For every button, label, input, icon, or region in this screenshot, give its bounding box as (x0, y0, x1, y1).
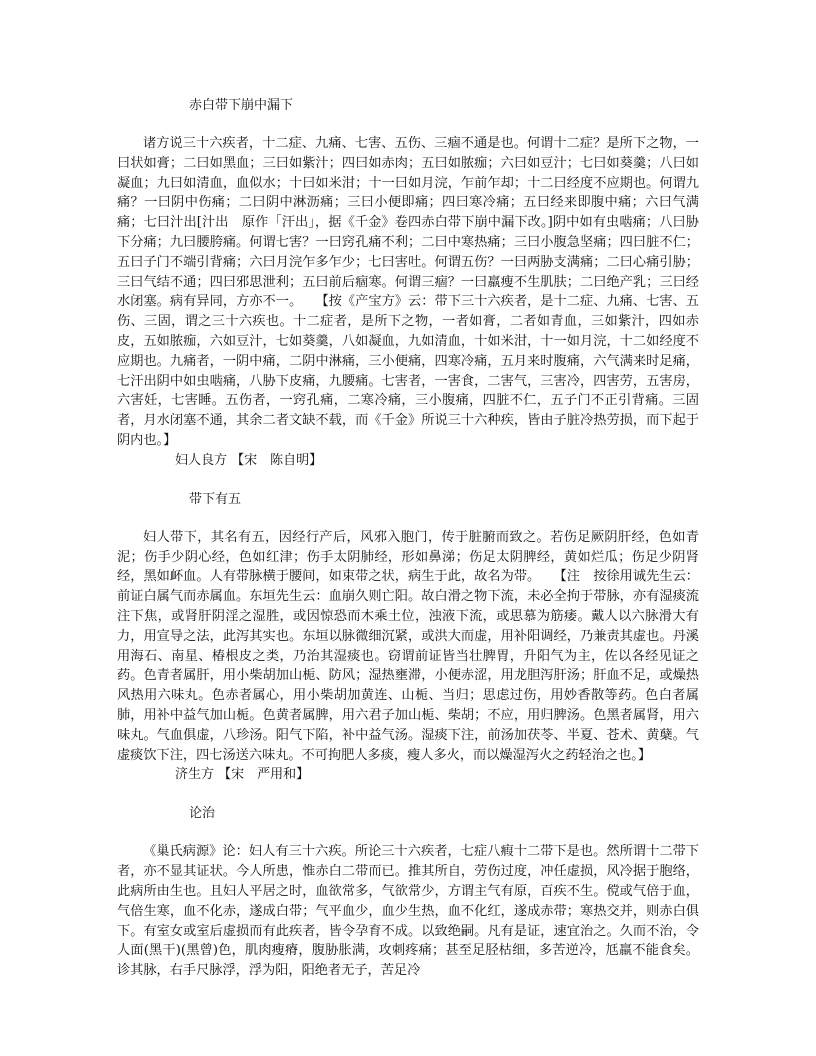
section-title: 带下有五 (189, 491, 242, 507)
body-paragraph: 妇人带下，其名有五，因经行产后，风邪入胞门，传于脏腑而致之。若伤足厥阴肝经，色如青泥；伤手少阴心经，色如红津；伤手太阴肺经，形如鼻涕；伤足太阴脾经，黄如烂瓜；伤足少阴肾经，黑如衃血。人有带脉横于腰间，如束带之状，病生于此，故名为带。 【注 按徐用诚先生云：前证白属气而赤属血。东垣先生云：血崩久则亡阳。故白滑之物下流，未必全拘于带脉，亦有湿痰流注下焦，或肾肝阴淫之湿胜，或因惊恐而木乘土位，浊液下流，或思慕为筋痿。戴人以六脉滑大有力，用宣导之法，此泻其实也。东垣以脉微细沉紧，或洪大而虚，用补阳调经，乃兼责其虚也。丹溪用海石、南星、椿根皮之类，乃治其湿痰也。窃谓前证皆当壮脾胃，升阳气为主，佐以各经见证之药。色青者属肝，用小柴胡加山栀、防风；湿热壅滞，小便赤涩，用龙胆泻肝汤；肝血不足，或燥热风热用六味丸。色赤者属心，用小柴胡加黄连、山栀、当归；思虑过伤，用妙香散等药。色白者属肺，用补中益气加山栀。色黄者属脾，用六君子加山栀、柴胡；不应，用归脾汤。色黑者属肾，用六味丸。气血俱虚，八珍汤。阳气下陷，补中益气汤。湿痰下注，前汤加茯苓、半夏、苍术、黄蘖。气虚痰饮下注，四七汤送六味丸。不可拘肥人多痰，瘦人多火，而以燥湿泻火之药轻治之也。】 (117, 529, 699, 763)
section-title: 赤白带下崩中漏下 (189, 98, 294, 113)
document-page (117, 96, 699, 981)
body-paragraph: 《巢氏病源》论：妇人有三十六疾。所论三十六疾者，七症八瘕十二带下是也。然所谓十二带下者，亦不显其证状。今人所患，惟赤白二带而已。推其所自，劳伤过度，冲任虚损，风冷据于胞络，此病所由生也。且妇人平居之时，血欲常多，气欲常少，方谓主气有原，百疾不生。傥或气倍于血，气倍生寒，血不化赤，遂成白带；气平血少，血少生热，血不化红，遂成赤带；寒热交并，则赤白俱下。有室女或室后虚损而有此疾者，皆令孕育不成。以致绝嗣。凡有是证，速宜治之。久而不治，令人面(黑干)(黑曾)色，肌肉瘦瘠，腹胁胀满，攻刺疼痛；甚至足胫枯细，多苦逆冷，尪羸不能食矣。诊其脉，右手尺脉浮，浮为阳，阳绝者无子，苦足冷 (117, 844, 699, 979)
source-attribution: 妇人良方 【宋 陈自明】 (175, 452, 323, 468)
source-attribution: 济生方 【宋 严用和】 (175, 767, 310, 783)
section-title: 论治 (189, 806, 216, 822)
body-paragraph: 诸方说三十六疾者，十二症、九痛、七害、五伤、三痼不通是也。何谓十二症？是所下之物，一曰状如膏；二曰如黑血；三曰如紫汁；四曰如赤肉；五曰如脓痂；六曰如豆汁；七曰如葵羹；八曰如凝血；九曰如清血，血似水；十曰如米泔；十一曰如月浣，乍前乍却；十二曰经度不应期也。何谓九痛？一曰阴中伤痛；二曰阴中淋沥痛；三曰小便即痛；四曰寒冷痛；五曰经来即腹中痛；六曰气满痛；七曰汁出[汁出 原作「汗出」，据《千金》卷四赤白带下崩中漏下改。]阴中如有虫啮痛；八曰胁下分痛；九曰腰胯痛。何谓七害？一曰窍孔痛不利；二曰中寒热痛；三曰小腹急坚痛；四曰脏不仁；五曰子门不端引背痛；六曰月浣乍多乍少；七曰害吐。何谓五伤？一曰两胁支满痛；二曰心痛引胁；三曰气结不通；四曰邪思泄利；五曰前后痼寒。何谓三痼？一曰羸瘦不生肌肤；二曰绝产乳；三曰经水闭塞。病有异同，方亦不一。 【按《产宝方》云：带下三十六疾者，是十二症、九痛、七害、五伤、三固，谓之三十六疾也。十二症者，是所下之物，一者如膏，二者如青血，三如紫汁，四如赤皮，五如脓痂，六如豆汁，七如葵羹，八如凝血，九如清血，十如米泔，十一如月浣，十二如经度不应期也。九痛者，一阴中痛，二阴中淋痛，三小便痛，四寒冷痛，五月来时腹痛，六气满来时足痛，七汗出阴中如虫啮痛，八胁下皮痛，九腰痛。七害者，一害食，二害气，三害冷，四害劳，五害房，六害妊，七害睡。五伤者，一窍孔痛，二寒冷痛，三小腹痛，四脏不仁，五子门不正引背痛。三固者，月水闭塞不通，其余二者文缺不载，而《千金》所说三十六种疾，皆由子脏冷热劳损，而下起于阴内也。】 (117, 136, 699, 448)
